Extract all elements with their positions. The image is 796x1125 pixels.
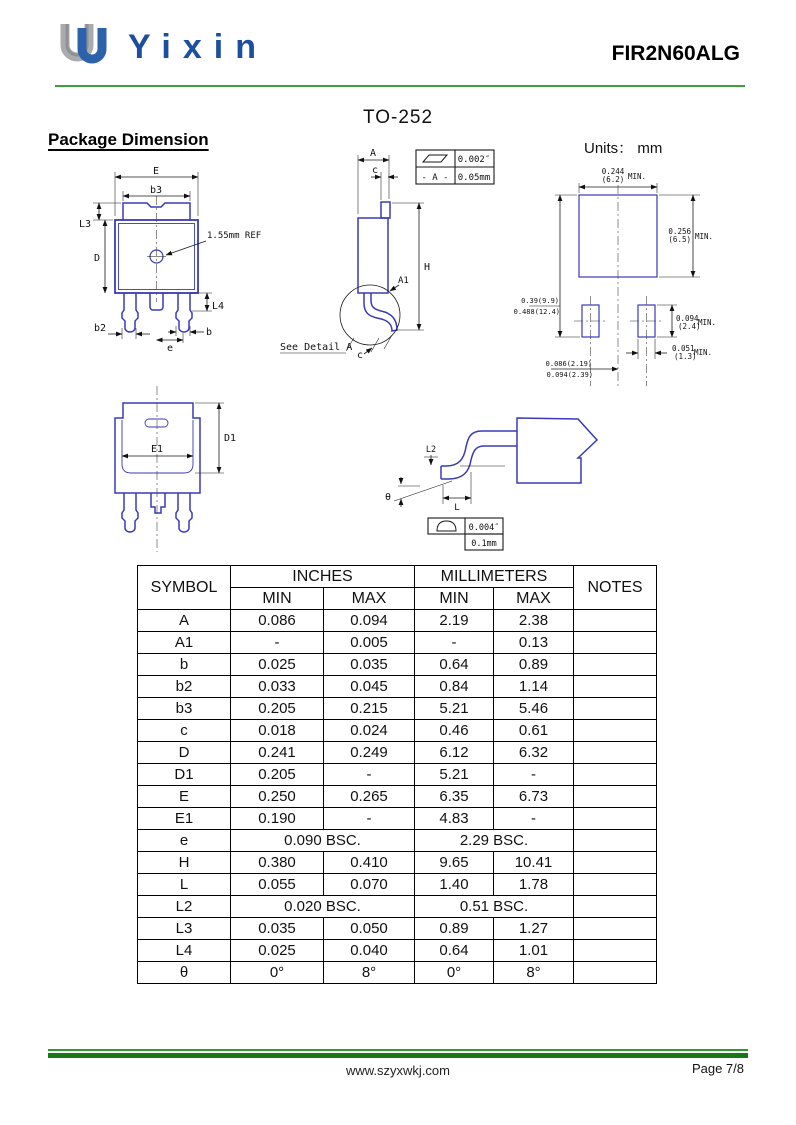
cell-mm-max: 1.14 <box>494 676 574 698</box>
table-row <box>138 654 657 676</box>
cell-in-min: 0.380 <box>231 852 324 874</box>
cell-mm-min: 6.35 <box>415 786 494 808</box>
cell-in-min: 0.205 <box>231 764 324 786</box>
table-row <box>138 764 657 786</box>
cell-mm-min: 9.65 <box>415 852 494 874</box>
cell-in-max: 0.005 <box>324 632 415 654</box>
table-row <box>138 632 657 654</box>
radius-inch-value: 0.004″ <box>468 523 500 533</box>
cell-mm-bsc: 0.51 BSC. <box>415 896 574 918</box>
cell-mm-max: 2.38 <box>494 610 574 632</box>
front-dim-e: e <box>166 343 174 354</box>
cell-mm-min: - <box>415 632 494 654</box>
front-dim-L3: L3 <box>78 219 91 230</box>
header-divider <box>55 85 745 87</box>
cell-mm-min: 1.40 <box>415 874 494 896</box>
cell-in-min: 0.035 <box>231 918 324 940</box>
land-pattern-drawing <box>513 158 796 390</box>
cell-mm-min: 0.64 <box>415 654 494 676</box>
cell-symbol: A1 <box>138 632 231 654</box>
side-dim-c-top: c <box>371 165 378 176</box>
front-ref-note: 1.55mm REF <box>207 231 262 241</box>
lp-top-min: MIN. <box>628 172 647 181</box>
cell-mm-max: 0.13 <box>494 632 574 654</box>
col-header-notes: NOTES <box>574 566 657 610</box>
cell-in-min: 0.241 <box>231 742 324 764</box>
dimension-table-body <box>138 610 657 984</box>
lp-offset-bottom: 0.094(2.39) <box>546 371 593 379</box>
lp-pad-h-min: MIN. <box>698 318 717 327</box>
cell-mm-min: 0.89 <box>415 918 494 940</box>
col-header-in-max: MAX <box>324 588 415 610</box>
table-row <box>138 940 657 962</box>
cell-mm-max: 10.41 <box>494 852 574 874</box>
table-row <box>138 808 657 830</box>
cell-notes <box>574 632 657 654</box>
cell-in-min: - <box>231 632 324 654</box>
cell-in-min: 0° <box>231 962 324 984</box>
cell-symbol: L4 <box>138 940 231 962</box>
cell-in-min: 0.205 <box>231 698 324 720</box>
detail-a-drawing <box>378 388 613 560</box>
part-number: FIR2N60ALG <box>611 42 740 65</box>
detail-dim-L: L <box>454 503 460 513</box>
radius-mm-value: 0.1mm <box>471 539 497 549</box>
table-row <box>138 720 657 742</box>
front-dim-b3: b3 <box>149 185 163 196</box>
cell-mm-max: 1.78 <box>494 874 574 896</box>
lp-right-mm: (6.5) <box>668 235 691 244</box>
cell-notes <box>574 874 657 896</box>
front-view-drawing <box>78 158 298 358</box>
cell-symbol: E1 <box>138 808 231 830</box>
cell-mm-max: 6.73 <box>494 786 574 808</box>
col-header-symbol: SYMBOL <box>138 566 231 610</box>
front-dim-E: E <box>152 166 160 177</box>
cell-notes <box>574 720 657 742</box>
cell-symbol: b3 <box>138 698 231 720</box>
cell-in-max: 0.035 <box>324 654 415 676</box>
dimension-table <box>137 565 657 984</box>
col-header-mm-max: MAX <box>494 588 574 610</box>
cell-symbol: L3 <box>138 918 231 940</box>
cell-symbol: A <box>138 610 231 632</box>
cell-notes <box>574 962 657 984</box>
lp-offset-top: 0.086(2.19) <box>545 360 592 368</box>
cell-inches-bsc: 0.090 BSC. <box>231 830 415 852</box>
lp-pad-h-value: 0.094 <box>676 314 699 323</box>
flatness-inch-value: 0.002″ <box>457 155 491 165</box>
table-row <box>138 610 657 632</box>
col-header-in-min: MIN <box>231 588 324 610</box>
cell-in-max: 0.215 <box>324 698 415 720</box>
cell-symbol: θ <box>138 962 231 984</box>
lp-left-top: 0.39(9.9) <box>521 297 559 305</box>
footer-divider-thick <box>48 1053 748 1058</box>
cell-mm-min: 5.21 <box>415 764 494 786</box>
cell-in-min: 0.033 <box>231 676 324 698</box>
radius-callout <box>428 518 503 550</box>
cell-symbol: E <box>138 786 231 808</box>
cell-symbol: L2 <box>138 896 231 918</box>
cell-notes <box>574 764 657 786</box>
footer-website: www.szyxwkj.com <box>345 1063 450 1078</box>
cell-mm-min: 4.83 <box>415 808 494 830</box>
cell-mm-max: - <box>494 808 574 830</box>
cell-notes <box>574 676 657 698</box>
cell-in-max: - <box>324 764 415 786</box>
seating-plane-icon <box>437 521 456 531</box>
cell-mm-min: 0.46 <box>415 720 494 742</box>
side-see-detail-label: See Detail A <box>280 342 353 353</box>
cell-in-min: 0.055 <box>231 874 324 896</box>
side-view-drawing <box>278 138 503 363</box>
cell-symbol: c <box>138 720 231 742</box>
cell-symbol: D1 <box>138 764 231 786</box>
side-dim-c-bottom: c <box>356 350 363 361</box>
brand-logo-icon <box>55 18 119 78</box>
lp-pad-w-min: MIN. <box>694 348 713 357</box>
cell-in-min: 0.086 <box>231 610 324 632</box>
cell-mm-min: 6.12 <box>415 742 494 764</box>
table-row <box>138 698 657 720</box>
cell-in-min: 0.025 <box>231 940 324 962</box>
table-row <box>138 830 657 852</box>
cell-in-max: 0.024 <box>324 720 415 742</box>
cell-mm-min: 5.21 <box>415 698 494 720</box>
back-view-drawing <box>93 383 308 561</box>
cell-in-max: 0.050 <box>324 918 415 940</box>
table-row <box>138 962 657 984</box>
cell-in-max: 0.410 <box>324 852 415 874</box>
footer-page-number: Page 7/8 <box>691 1061 744 1076</box>
cell-in-max: 0.249 <box>324 742 415 764</box>
cell-mm-max: 5.46 <box>494 698 574 720</box>
lp-left-bottom: 0.488(12.4) <box>513 308 560 316</box>
back-dim-D1: D1 <box>224 433 237 444</box>
cell-symbol: D <box>138 742 231 764</box>
cell-mm-min: 0.64 <box>415 940 494 962</box>
brand-name: Yixin <box>128 28 268 66</box>
side-dim-H: H <box>424 262 431 273</box>
cell-mm-max: 8° <box>494 962 574 984</box>
table-row <box>138 852 657 874</box>
table-row <box>138 918 657 940</box>
cell-symbol: H <box>138 852 231 874</box>
cell-notes <box>574 852 657 874</box>
lp-pad-w-value: 0.051 <box>672 344 695 353</box>
cell-notes <box>574 698 657 720</box>
lp-top-mm: (6.2) <box>601 175 625 184</box>
cell-in-max: 8° <box>324 962 415 984</box>
table-row <box>138 874 657 896</box>
cell-in-max: - <box>324 808 415 830</box>
flatness-callout <box>416 150 494 184</box>
detail-dim-theta: θ <box>385 492 392 503</box>
cell-notes <box>574 940 657 962</box>
cell-mm-min: 2.19 <box>415 610 494 632</box>
table-row <box>138 896 657 918</box>
cell-in-max: 0.045 <box>324 676 415 698</box>
front-dim-b: b <box>206 327 213 338</box>
table-row <box>138 786 657 808</box>
back-dim-E1: E1 <box>150 444 164 455</box>
col-header-inches: INCHES <box>231 566 415 588</box>
cell-mm-max: 6.32 <box>494 742 574 764</box>
flatness-mm-value: 0.05mm <box>457 173 491 183</box>
cell-mm-max: 0.89 <box>494 654 574 676</box>
units-label: Units： mm <box>584 140 663 157</box>
cell-in-max: 0.040 <box>324 940 415 962</box>
table-header-row-1 <box>138 566 657 588</box>
cell-symbol: b <box>138 654 231 676</box>
lp-right-value: 0.256 <box>668 227 691 236</box>
lp-pad-w-mm: (1.3) <box>674 352 697 361</box>
cell-in-max: 0.265 <box>324 786 415 808</box>
cell-in-max: 0.070 <box>324 874 415 896</box>
lp-pad-h-mm: (2.4) <box>678 322 701 331</box>
side-dim-A: A <box>369 148 377 159</box>
flatness-icon <box>423 155 447 162</box>
cell-in-min: 0.018 <box>231 720 324 742</box>
col-header-millimeters: MILLIMETERS <box>415 566 574 588</box>
cell-notes <box>574 830 657 852</box>
package-title: TO-252 <box>362 107 434 128</box>
cell-mm-min: 0.84 <box>415 676 494 698</box>
datum-label: - A - <box>421 173 449 183</box>
footer-divider-thin <box>48 1049 748 1051</box>
lp-top-value: 0.244 <box>601 167 625 176</box>
cell-mm-max: 0.61 <box>494 720 574 742</box>
table-row <box>138 676 657 698</box>
cell-notes <box>574 808 657 830</box>
table-row <box>138 742 657 764</box>
front-dim-L4: L4 <box>212 301 225 312</box>
cell-symbol: e <box>138 830 231 852</box>
lp-right-min: MIN. <box>695 232 714 241</box>
cell-mm-bsc: 2.29 BSC. <box>415 830 574 852</box>
cell-in-min: 0.190 <box>231 808 324 830</box>
section-title: Package Dimension <box>48 130 209 149</box>
cell-in-min: 0.025 <box>231 654 324 676</box>
col-header-mm-min: MIN <box>415 588 494 610</box>
cell-inches-bsc: 0.020 BSC. <box>231 896 415 918</box>
cell-mm-max: 1.01 <box>494 940 574 962</box>
cell-notes <box>574 918 657 940</box>
cell-notes <box>574 654 657 676</box>
cell-notes <box>574 742 657 764</box>
cell-in-max: 0.094 <box>324 610 415 632</box>
cell-notes <box>574 896 657 918</box>
detail-dim-L2: L2 <box>425 445 437 455</box>
side-dim-A1: A1 <box>398 276 409 286</box>
cell-in-min: 0.250 <box>231 786 324 808</box>
cell-symbol: b2 <box>138 676 231 698</box>
cell-notes <box>574 786 657 808</box>
cell-mm-max: - <box>494 764 574 786</box>
front-dim-b2: b2 <box>93 323 106 334</box>
cell-notes <box>574 610 657 632</box>
cell-symbol: L <box>138 874 231 896</box>
front-dim-D: D <box>93 253 100 264</box>
cell-mm-min: 0° <box>415 962 494 984</box>
cell-mm-max: 1.27 <box>494 918 574 940</box>
